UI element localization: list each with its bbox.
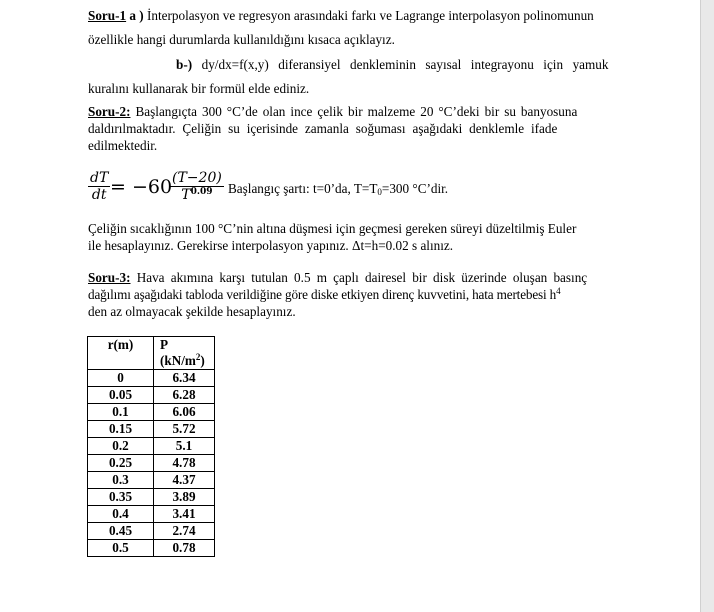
soru1-line-1: [88, 8, 594, 24]
table-cell-p: 4.37: [154, 472, 215, 489]
table-row: [88, 455, 215, 472]
equation-equals-coefficient: = −60: [110, 176, 173, 198]
initial-condition-subscript: 0: [377, 187, 382, 197]
table-cell-r: 0.3: [88, 472, 154, 489]
soru3-line-2: [88, 287, 561, 303]
table-row: [88, 421, 215, 438]
table-cell-p: 5.1: [154, 438, 215, 455]
soru2-line-4: Çeliğin sıcaklığının 100 °C’nin altına düşmesi için geçmesi gereken süreyi düzeltilmiş Euler: [88, 221, 577, 236]
col-header-r: r(m): [88, 337, 154, 370]
soru1-line-2: özellikle hangi durumlarda kullanıldığını kısaca açıklayız.: [88, 32, 395, 47]
soru3-line-2-text: dağılımı aşağıdaki tabloda verildiğine göre diske etkiyen direnç kuvvetini, hata mertebesi h: [88, 287, 557, 302]
table-cell-r: 0.25: [88, 455, 154, 472]
table-cell-r: 0.4: [88, 506, 154, 523]
col-header-p: [154, 337, 215, 370]
table-row: [88, 489, 215, 506]
table-cell-r: 0.15: [88, 421, 154, 438]
col-header-p-close: ): [200, 353, 205, 368]
table-cell-p: 4.78: [154, 455, 215, 472]
soru3-line-1: [88, 270, 587, 286]
table-cell-r: 0.1: [88, 404, 154, 421]
col-header-p-line1: P: [160, 337, 169, 352]
table-row: [88, 370, 215, 387]
equation-rhs-exponent: 0.09: [190, 187, 213, 197]
soru2-line-3: edilmektedir.: [88, 138, 158, 153]
soru1-line-3: [176, 57, 608, 73]
soru2-line-2: daldırılmaktadır. Çeliğin su içerisinde zamanla soğuması aşağıdaki denklemle ifade: [88, 121, 558, 136]
soru1-line-4: kuralını kullanarak bir formül elde ediniz.: [88, 81, 310, 96]
table-row: [88, 438, 215, 455]
table-row: [88, 506, 215, 523]
table-cell-p: 6.28: [154, 387, 215, 404]
table-cell-p: 6.06: [154, 404, 215, 421]
soru3-line-3: den az olmayacak şekilde hesaplayınız.: [88, 304, 296, 319]
soru1-label: Soru-1: [88, 8, 127, 23]
initial-condition-suffix: =300 °C’dir.: [381, 181, 449, 196]
soru1-line-1-text: İnterpolasyon ve regresyon arasındaki farkı ve Lagrange interpolasyon polinomunun: [143, 8, 594, 23]
soru1-line-3-text: dy/dx=f(x,y) diferansiyel denkleminin sayısal integrayonu için yamuk: [192, 57, 609, 72]
table-row: [88, 540, 215, 557]
table-row: [88, 523, 215, 540]
table-cell-r: 0.2: [88, 438, 154, 455]
cooling-equation: [88, 168, 508, 208]
table-cell-p: 5.72: [154, 421, 215, 438]
soru2-line-5: ile hesaplayınız. Gerekirse interpolasyon yapınız. Δt=h=0.02 s alınız.: [88, 238, 454, 253]
table-row: [88, 472, 215, 489]
soru1-part-a-label: a ): [126, 8, 144, 23]
pressure-table: [87, 336, 215, 557]
equation-rhs-denominator: [170, 186, 224, 203]
table-row: [88, 387, 215, 404]
col-header-p-sup: 2: [195, 352, 201, 362]
initial-condition: [228, 181, 448, 197]
soru2-line-1: [88, 104, 577, 120]
initial-condition-prefix: Başlangıç şartı: t=0’da, T=T: [228, 181, 378, 196]
table-cell-p: 3.41: [154, 506, 215, 523]
equation-rhs-numerator: (T−20): [172, 170, 222, 186]
table-cell-p: 2.74: [154, 523, 215, 540]
equation-lhs-denominator: dt: [88, 186, 110, 203]
soru3-label: Soru-3:: [88, 270, 131, 285]
soru2-label: Soru-2:: [88, 104, 131, 119]
table-cell-r: 0.45: [88, 523, 154, 540]
soru1-part-b-label: b-): [176, 57, 193, 72]
equation-lhs-numerator: dT: [90, 170, 109, 186]
soru2-line-1-text: Başlangıçta 300 °C’de olan ince çelik bir malzeme 20 °C’deki bir su banyosuna: [130, 104, 578, 119]
window-edge: [701, 0, 714, 612]
table-row: [88, 404, 215, 421]
table-cell-r: 0: [88, 370, 154, 387]
col-header-p-line2: (kN/m: [160, 353, 196, 368]
table-cell-r: 0.5: [88, 540, 154, 557]
soru3-line-2-sup: 4: [556, 286, 561, 296]
equation-rhs-fraction: [170, 170, 224, 203]
table-cell-p: 3.89: [154, 489, 215, 506]
table-header-row: [88, 337, 215, 370]
table-cell-r: 0.05: [88, 387, 154, 404]
equation-lhs-fraction: [88, 170, 110, 203]
table-cell-p: 0.78: [154, 540, 215, 557]
equation-rhs-base: T: [181, 187, 191, 203]
table-cell-p: 6.34: [154, 370, 215, 387]
soru3-line-1-text: Hava akımına karşı tutulan 0.5 m çaplı dairesel bir disk üzerinde oluşan basınç: [130, 270, 588, 285]
table-cell-r: 0.35: [88, 489, 154, 506]
